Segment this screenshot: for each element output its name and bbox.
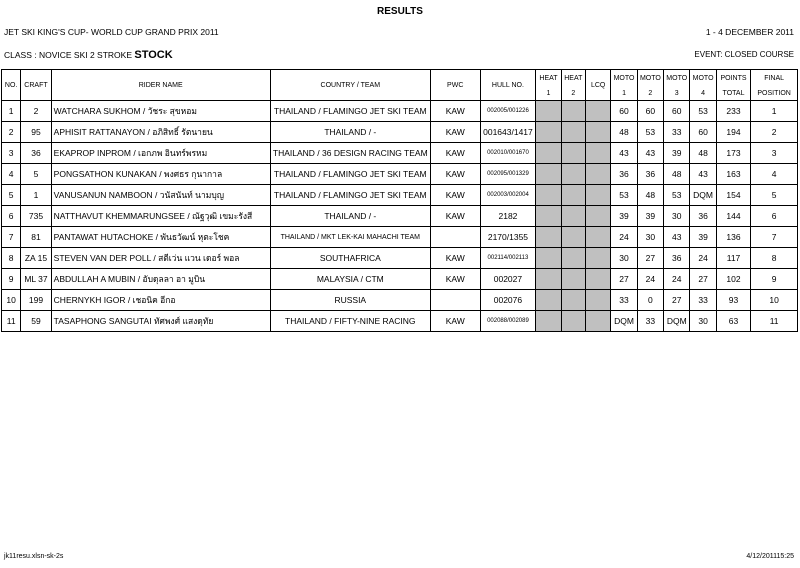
cell-final-position: 11: [751, 311, 798, 332]
cell-lcq: [586, 227, 611, 248]
event-date: 1 - 4 DECEMBER 2011: [705, 27, 794, 37]
cell-moto4: 30: [690, 311, 716, 332]
cell-hull: 002088/002089: [480, 311, 536, 332]
cell-moto4: 43: [690, 164, 716, 185]
table-row: [2, 185, 798, 206]
cell-final-position: 10: [751, 290, 798, 311]
cell-moto2: 33: [637, 311, 663, 332]
col-heat2: HEAT: [561, 70, 585, 87]
cell-heat2: [561, 248, 585, 269]
cell-pwc: KAW: [430, 164, 480, 185]
cell-moto2: 27: [637, 248, 663, 269]
cell-hull: 002076: [480, 290, 536, 311]
cell-hull: 001643/1417: [480, 122, 536, 143]
cell-no: 8: [2, 248, 21, 269]
cell-craft: 59: [21, 311, 51, 332]
cell-heat2: [561, 227, 585, 248]
cell-heat1: [536, 164, 561, 185]
cell-pwc: KAW: [430, 122, 480, 143]
cell-final-position: 5: [751, 185, 798, 206]
cell-hull: 002003/002004: [480, 185, 536, 206]
cell-moto4: 53: [690, 101, 716, 122]
cell-country: SOUTHAFRICA: [270, 248, 430, 269]
cell-pwc: [430, 290, 480, 311]
cell-craft: ML 37: [21, 269, 51, 290]
cell-moto1: 48: [611, 122, 637, 143]
cell-lcq: [586, 143, 611, 164]
cell-heat2: [561, 269, 585, 290]
cell-moto1: DQM: [611, 311, 637, 332]
cell-points-total: 173: [716, 143, 750, 164]
cell-final-position: 6: [751, 206, 798, 227]
cell-moto1: 43: [611, 143, 637, 164]
cell-rider: VANUSANUN NAMBOON / วนัสนันท์ นามบุญ: [51, 185, 270, 206]
cell-no: 4: [2, 164, 21, 185]
cell-moto2: 43: [637, 143, 663, 164]
cell-lcq: [586, 185, 611, 206]
cell-lcq: [586, 101, 611, 122]
cell-moto4: 33: [690, 290, 716, 311]
cell-moto1: 39: [611, 206, 637, 227]
cell-lcq: [586, 122, 611, 143]
cell-country: THAILAND / FLAMINGO JET SKI TEAM: [270, 101, 430, 122]
cell-heat2: [561, 311, 585, 332]
cell-lcq: [586, 269, 611, 290]
col-moto4-num: 4: [690, 86, 716, 101]
cell-moto4: 27: [690, 269, 716, 290]
cell-moto3: 30: [664, 206, 690, 227]
cell-rider: NATTHAVUT KHEMMARUNGSEE / ณัฐวุฒิ เขมะรังสี: [51, 206, 270, 227]
results-table: [1, 69, 798, 332]
col-moto3-num: 3: [664, 86, 690, 101]
cell-craft: 735: [21, 206, 51, 227]
col-moto3: MOTO: [664, 70, 690, 87]
footer-timestamp: 4/12/201115:25: [746, 553, 794, 560]
cell-craft: 81: [21, 227, 51, 248]
cell-moto4: DQM: [690, 185, 716, 206]
cell-heat1: [536, 206, 561, 227]
cell-moto1: 36: [611, 164, 637, 185]
cell-rider: STEVEN VAN DER POLL / สตีเว่น แวน เดอร์ พอล: [51, 248, 270, 269]
cell-hull: 2182: [480, 206, 536, 227]
table-row: [2, 269, 798, 290]
col-rider: RIDER NAME: [51, 70, 270, 101]
table-row: [2, 206, 798, 227]
cell-lcq: [586, 248, 611, 269]
cell-moto2: 60: [637, 101, 663, 122]
cell-heat1: [536, 101, 561, 122]
cell-craft: 2: [21, 101, 51, 122]
cell-craft: 36: [21, 143, 51, 164]
event-type: EVENT: CLOSED COURSE: [694, 50, 794, 59]
table-row: [2, 164, 798, 185]
cell-no: 6: [2, 206, 21, 227]
table-row: [2, 311, 798, 332]
cell-moto4: 36: [690, 206, 716, 227]
cell-no: 11: [2, 311, 21, 332]
cell-points-total: 102: [716, 269, 750, 290]
cell-moto3: 39: [664, 143, 690, 164]
cell-heat1: [536, 122, 561, 143]
cell-final-position: 2: [751, 122, 798, 143]
col-heat2-num: 2: [561, 86, 585, 101]
table-row: [2, 101, 798, 122]
cell-pwc: KAW: [430, 101, 480, 122]
cell-hull: 002010/001670: [480, 143, 536, 164]
cell-moto4: 39: [690, 227, 716, 248]
cell-no: 9: [2, 269, 21, 290]
cell-lcq: [586, 311, 611, 332]
cell-country: THAILAND / -: [270, 206, 430, 227]
cell-moto3: 27: [664, 290, 690, 311]
cell-heat1: [536, 311, 561, 332]
cell-heat2: [561, 290, 585, 311]
cell-moto2: 0: [637, 290, 663, 311]
cell-country: THAILAND / FLAMINGO JET SKI TEAM: [270, 164, 430, 185]
col-moto2-num: 2: [637, 86, 663, 101]
cell-final-position: 1: [751, 101, 798, 122]
cell-country: THAILAND / FIFTY-NINE RACING: [270, 311, 430, 332]
cell-moto3: 43: [664, 227, 690, 248]
col-country: COUNTRY / TEAM: [270, 70, 430, 101]
cell-heat1: [536, 185, 561, 206]
cell-rider: PONGSATHON KUNAKAN / พงศธร กุนากาล: [51, 164, 270, 185]
cell-final-position: 9: [751, 269, 798, 290]
header-row: [2, 70, 798, 87]
cell-country: RUSSIA: [270, 290, 430, 311]
cell-craft: 1: [21, 185, 51, 206]
cell-moto1: 33: [611, 290, 637, 311]
col-heat1: HEAT: [536, 70, 561, 87]
cell-points-total: 194: [716, 122, 750, 143]
col-pwc: PWC: [430, 70, 480, 101]
cell-moto1: 24: [611, 227, 637, 248]
cell-heat2: [561, 206, 585, 227]
cell-craft: ZA 15: [21, 248, 51, 269]
col-hull: HULL NO.: [480, 70, 536, 101]
cell-moto2: 53: [637, 122, 663, 143]
col-heat1-num: 1: [536, 86, 561, 101]
cell-moto3: 24: [664, 269, 690, 290]
cell-moto4: 48: [690, 143, 716, 164]
cell-moto1: 60: [611, 101, 637, 122]
cell-points-total: 163: [716, 164, 750, 185]
cell-heat1: [536, 290, 561, 311]
col-final: FINAL: [751, 70, 798, 87]
col-moto4: MOTO: [690, 70, 716, 87]
cell-heat2: [561, 122, 585, 143]
footer-filename: jk11resu.xlsn-sk-2s: [4, 553, 64, 560]
cell-no: 5: [2, 185, 21, 206]
cell-moto1: 53: [611, 185, 637, 206]
cell-hull: 002095/001329: [480, 164, 536, 185]
cell-moto3: DQM: [664, 311, 690, 332]
cell-rider: PANTAWAT HUTACHOKE / พันธวัฒน์ หุตะโชค: [51, 227, 270, 248]
cell-moto2: 36: [637, 164, 663, 185]
cell-rider: ABDULLAH A MUBIN / อับดุลลา อา มูบิน: [51, 269, 270, 290]
cell-no: 1: [2, 101, 21, 122]
cell-rider: CHERNYKH IGOR / เชอนิค อีกอ: [51, 290, 270, 311]
cell-final-position: 4: [751, 164, 798, 185]
cell-moto1: 30: [611, 248, 637, 269]
col-points-total: TOTAL: [716, 86, 750, 101]
cell-moto3: 53: [664, 185, 690, 206]
cell-heat2: [561, 143, 585, 164]
cell-hull: 002114/002113: [480, 248, 536, 269]
cell-craft: 95: [21, 122, 51, 143]
cell-pwc: KAW: [430, 206, 480, 227]
page-title: RESULTS: [377, 6, 423, 17]
cell-moto2: 30: [637, 227, 663, 248]
cell-country: THAILAND / FLAMINGO JET SKI TEAM: [270, 185, 430, 206]
col-moto1: MOTO: [611, 70, 637, 87]
table-row: [2, 143, 798, 164]
cell-craft: 199: [21, 290, 51, 311]
cell-rider: APHISIT RATTANAYON / อภิสิทธิ์ รัตนายน: [51, 122, 270, 143]
cell-pwc: KAW: [430, 143, 480, 164]
cell-moto3: 33: [664, 122, 690, 143]
col-moto2: MOTO: [637, 70, 663, 87]
col-lcq: LCQ: [586, 70, 611, 101]
cell-heat1: [536, 269, 561, 290]
class-stock: STOCK: [134, 49, 173, 61]
cell-moto3: 36: [664, 248, 690, 269]
col-craft: CRAFT: [21, 70, 51, 101]
table-row: [2, 248, 798, 269]
col-final-position: POSITION: [751, 86, 798, 101]
cell-heat1: [536, 143, 561, 164]
cell-pwc: KAW: [430, 269, 480, 290]
event-name: JET SKI KING'S CUP- WORLD CUP GRAND PRIX 2011: [4, 27, 219, 37]
cell-rider: EKAPROP INPROM / เอกภพ อินทร์พรหม: [51, 143, 270, 164]
cell-moto2: 39: [637, 206, 663, 227]
cell-no: 3: [2, 143, 21, 164]
cell-heat1: [536, 248, 561, 269]
cell-points-total: 154: [716, 185, 750, 206]
cell-pwc: KAW: [430, 185, 480, 206]
cell-country: MALAYSIA / CTM: [270, 269, 430, 290]
cell-rider: WATCHARA SUKHOM / วัชระ สุขหอม: [51, 101, 270, 122]
col-moto1-num: 1: [611, 86, 637, 101]
table-row: [2, 227, 798, 248]
cell-rider: TASAPHONG SANGUTAI ทัศพงศ์ แสงดุทัย: [51, 311, 270, 332]
cell-moto4: 24: [690, 248, 716, 269]
cell-moto2: 48: [637, 185, 663, 206]
cell-points-total: 117: [716, 248, 750, 269]
cell-final-position: 3: [751, 143, 798, 164]
cell-points-total: 93: [716, 290, 750, 311]
cell-heat2: [561, 185, 585, 206]
cell-country: THAILAND / 36 DESIGN RACING TEAM: [270, 143, 430, 164]
cell-pwc: KAW: [430, 311, 480, 332]
cell-lcq: [586, 290, 611, 311]
cell-country: THAILAND / MKT LEK-KAI MAHACHI TEAM: [270, 227, 430, 248]
cell-points-total: 144: [716, 206, 750, 227]
cell-no: 2: [2, 122, 21, 143]
cell-points-total: 233: [716, 101, 750, 122]
cell-moto3: 60: [664, 101, 690, 122]
cell-moto2: 24: [637, 269, 663, 290]
cell-points-total: 136: [716, 227, 750, 248]
cell-moto3: 48: [664, 164, 690, 185]
cell-no: 7: [2, 227, 21, 248]
cell-pwc: [430, 227, 480, 248]
cell-country: THAILAND / -: [270, 122, 430, 143]
cell-lcq: [586, 206, 611, 227]
cell-moto4: 60: [690, 122, 716, 143]
cell-heat2: [561, 164, 585, 185]
col-points: POINTS: [716, 70, 750, 87]
class-prefix: CLASS : NOVICE SKI 2 STROKE: [4, 50, 133, 60]
cell-hull: 002027: [480, 269, 536, 290]
cell-hull: 2170/1355: [480, 227, 536, 248]
cell-hull: 002005/001226: [480, 101, 536, 122]
cell-heat2: [561, 101, 585, 122]
cell-points-total: 63: [716, 311, 750, 332]
class-label: [4, 49, 173, 61]
table-row: [2, 290, 798, 311]
cell-moto1: 27: [611, 269, 637, 290]
cell-lcq: [586, 164, 611, 185]
cell-final-position: 8: [751, 248, 798, 269]
cell-no: 10: [2, 290, 21, 311]
cell-final-position: 7: [751, 227, 798, 248]
table-row: [2, 122, 798, 143]
cell-craft: 5: [21, 164, 51, 185]
col-no: NO.: [2, 70, 21, 101]
cell-heat1: [536, 227, 561, 248]
cell-pwc: KAW: [430, 248, 480, 269]
